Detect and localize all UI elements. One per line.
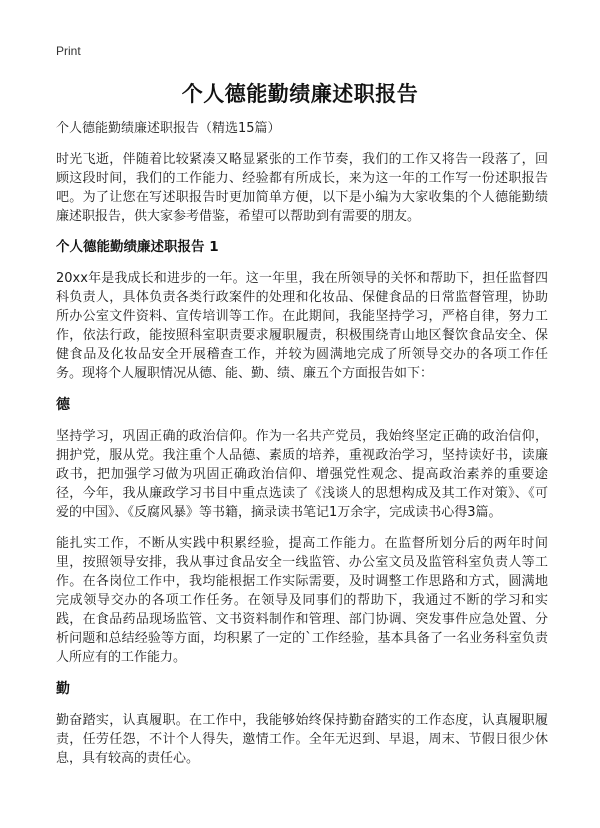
document-body <box>56 120 548 780</box>
report-1-heading: 个人德能勤绩廉述职报告 1 <box>56 239 219 255</box>
section-heading-qin: 勤 <box>56 681 70 697</box>
section-de-paragraph-1: 坚持学习，巩固正确的政治信仰。作为一名共产党员，我始终坚定正确的政治信仰，拥护党，服从党。我注重个人品德、素质的培养，重视政治学习，坚持读好书，读廉政书，把加强学习做为巩固正确政治信仰、增强党性观念、提高政治素养的重要途径，今年，我从廉政学习书目中重点选读了《浅谈人的思想构成及其工作对策》、《可爱的中国》、《反腐风暴》等书籍，摘录读书笔记1万余字，完成读书心得3篇。 <box>56 429 548 520</box>
intro-paragraph: 时光飞逝，伴随着比较紧凑又略显紧张的工作节奏，我们的工作又将告一段落了，回顾这段时间，我们的工作能力、经验都有所成长，来为这一年的工作写一份述职报告吧。为了让您在写述职报告时更加简单方便，以下是小编为大家收集的个人德能勤绩廉述职报告，供大家参考借鉴，希望可以帮助到有需要的朋友。 <box>56 152 548 224</box>
print-link[interactable]: Print <box>56 44 81 58</box>
section-qin-paragraph-1: 勤奋踏实，认真履职。在工作中，我能够始终保持勤奋踏实的工作态度，认真履职履责，任劳任怨，不计个人得失，邀情工作。全年无迟到、早退，周末、节假日很少休息，具有较高的责任心。 <box>56 713 548 766</box>
page-title: 个人德能勤绩廉述职报告 <box>181 82 419 106</box>
section-heading-de: 德 <box>56 397 70 413</box>
report-1-intro-paragraph: 20xx年是我成长和进步的一年。这一年里，我在所领导的关怀和帮助下，担任监督四科负责人，具体负责各类行政案件的处理和化妆品、保健食品的日常监督管理，协助所办公室文件资料、宣传培训等工作。在此期间，我能坚持学习，严格自律，努力工作，依法行政，能按照科室职责要求履职履责，积极围绕青山地区餐饮食品安全、保健食品及化妆品安全开展稽查工作，并较为圆满地完成了所领导交办的各项工作任务。现将个人履职情况从德、能、勤、绩、廉五个方面报告如下： <box>56 271 548 381</box>
document-subtitle: 个人德能勤绩廉述职报告（精选15篇） <box>56 121 281 136</box>
section-de-paragraph-2: 能扎实工作，不断从实践中积累经验，提高工作能力。在监督所划分后的两年时间里，按照领导安排，我从事过食品安全一线监管、办公室文员及监管科室负责人等工作。在各岗位工作中，我均能根据工作实际需要，及时调整工作思路和方式，圆满地完成领导交办的各项工作任务。在领导及同事们的帮助下，我通过不断的学习和实践，在食品药品现场监管、文书资料制作和管理、部门协调、突发事件应急处置、分析问题和总结经验等方面，均积累了一定的`工作经验，基本具备了一名业务科室负责人所应有的工作能力。 <box>56 536 548 665</box>
